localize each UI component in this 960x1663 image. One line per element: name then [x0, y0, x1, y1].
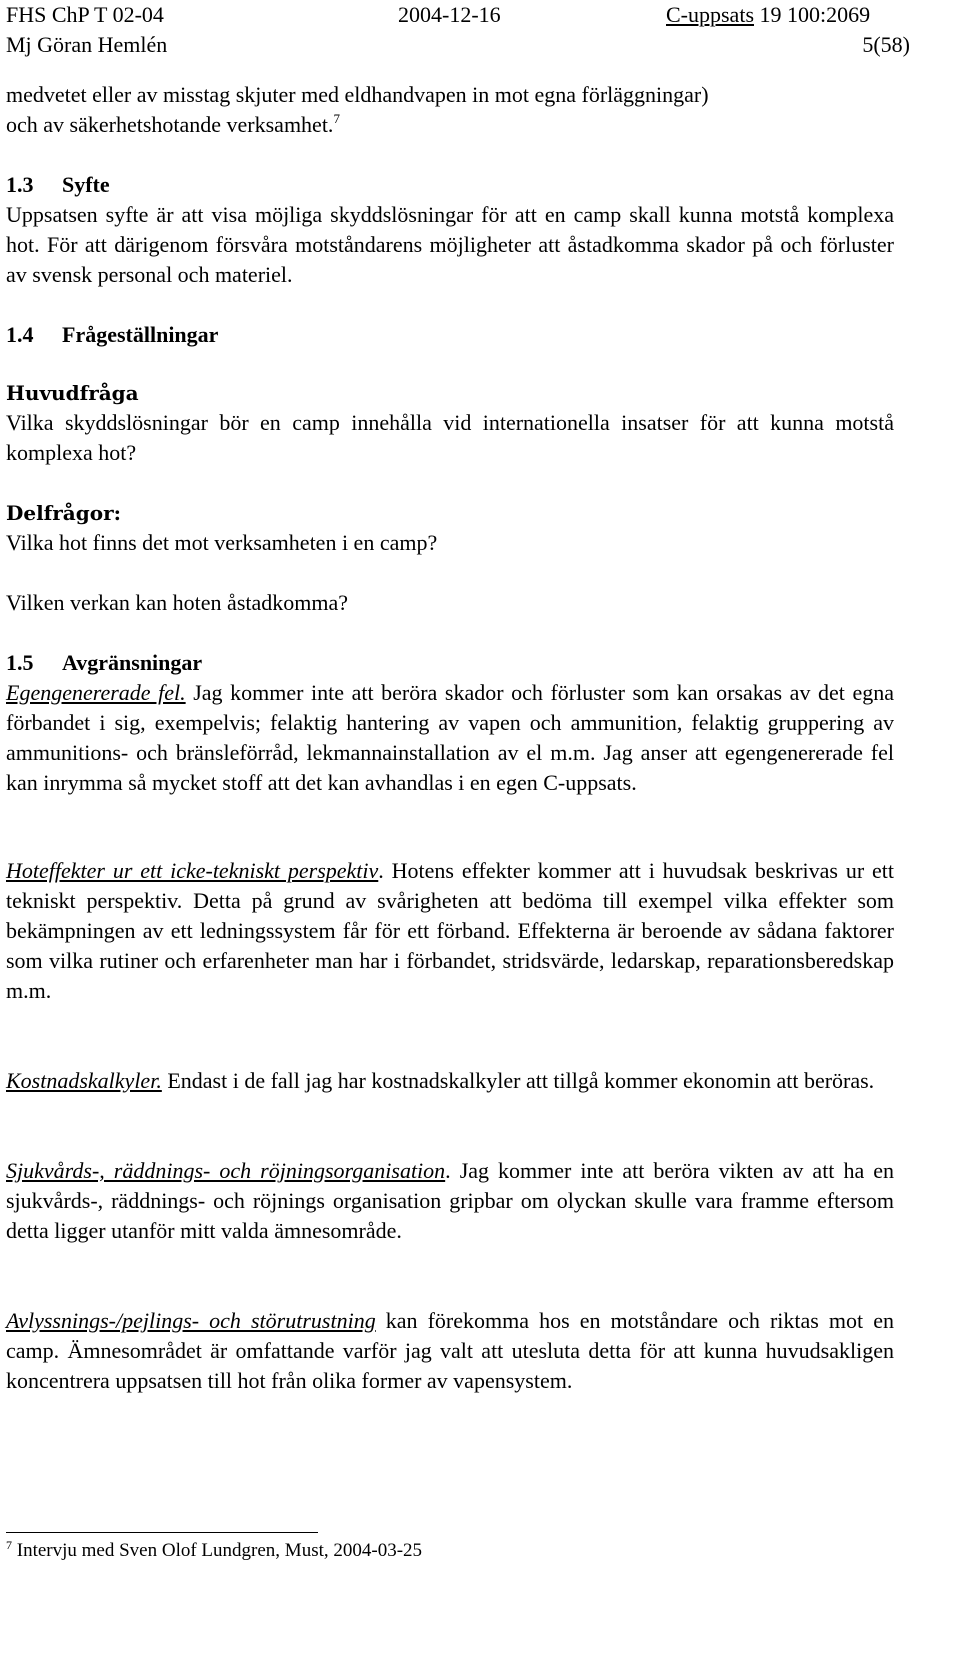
header-course-code: 19 100:2069 — [759, 2, 871, 27]
delimitation-text: . Jag kommer inte att beröra vikten av att ha en sjukvårds-, räddnings- och röjnings organisation gripbar om olyckan skulle vara framme eftersom detta ligger utanför mitt valda ämnesområde. — [6, 1158, 894, 1243]
page-header-line2 — [6, 30, 910, 60]
intro-line-2: och av säkerhetshotande verksamhet. — [6, 112, 334, 137]
header-course-label: C-uppsats — [666, 2, 754, 27]
delimitation-paragraph — [6, 1066, 894, 1096]
delfragor-heading: Delfrågor: — [6, 501, 122, 525]
footnote — [6, 1538, 422, 1564]
page-header — [6, 0, 910, 30]
header-page-number: 5(58) — [862, 32, 910, 57]
huvudfraga-text: Vilka skyddslösningar bör en camp innehålla vid internationella insatser för att kunna motstå komplexa hot? — [6, 410, 894, 465]
footnote-number: 7 — [6, 1538, 12, 1552]
section-heading-syfte — [6, 170, 110, 200]
delimitation-text: Jag kommer inte att beröra skador och förluster som kan orsakas av det egna förbandet i sig, exempelvis; felaktig hantering av vapen och ammunition, felaktig gruppering av ammunitions- och bränsleförråd, lekmannainstallation av el m.m. Jag anser att egengenererade fel kan inrymma så mycket stoff att det kan avhandlas i en egen C-uppsats. — [6, 680, 894, 795]
delfraga-1: Vilka hot finns det mot verksamheten i en camp? — [6, 530, 438, 555]
footnote-reference: 7 — [333, 111, 340, 126]
delimitation-lead: Hoteffekter ur ett icke-tekniskt perspektiv — [6, 858, 379, 883]
syfte-paragraph: Uppsatsen syfte är att visa möjliga skyddslösningar för att en camp skall kunna motstå komplexa hot. För att därigenom försvåra motståndarens möjligheter att åstadkomma skador på och förluster av svensk personal och materiel. — [6, 202, 894, 287]
header-course — [666, 0, 870, 30]
section-number: 1.3 — [6, 172, 34, 197]
header-author: Mj Göran Hemlén — [6, 32, 168, 57]
delimitation-lead: Kostnadskalkyler. — [6, 1068, 162, 1093]
section-number: 1.5 — [6, 650, 34, 675]
section-number: 1.4 — [6, 322, 34, 347]
section-title: Avgränsningar — [62, 650, 203, 675]
delimitation-text: Endast i de fall jag har kostnadskalkyler att tillgå kommer ekonomin att beröras. — [161, 1068, 875, 1093]
header-doc-id: FHS ChP T 02-04 — [6, 2, 164, 27]
delimitation-text: . Hotens effekter kommer att i huvudsak beskrivas ur ett tekniskt perspektiv. Detta på grund av svårigheten att bedöma till exempel vilka effekter som bekämpningen av ett ledningssystem får för ett förband. Effekterna är beroende av sådana faktorer som vilka rutiner och erfarenheter man har i förbandet, stridsvärde, ledarskap, reparationsberedskap m.m. — [6, 858, 894, 1003]
section-title: Syfte — [62, 172, 110, 197]
delimitation-paragraph — [6, 678, 894, 798]
header-date: 2004-12-16 — [398, 2, 501, 27]
intro-line-1: medvetet eller av misstag skjuter med eldhandvapen in mot egna förläggningar) — [6, 82, 709, 107]
huvudfraga-heading: Huvudfråga — [6, 381, 139, 405]
delimitation-lead: Avlyssnings-/pejlings- och störutrustning — [6, 1308, 376, 1333]
section-title: Frågeställningar — [62, 322, 219, 347]
footnote-rule — [6, 1532, 318, 1533]
delimitation-paragraph — [6, 856, 894, 1006]
delimitation-paragraph — [6, 1156, 894, 1246]
delimitation-lead: Egengenererade fel. — [6, 680, 186, 705]
section-heading-avgransningar — [6, 648, 202, 678]
delimitation-lead: Sjukvårds-, räddnings- och röjningsorganisation — [6, 1158, 446, 1183]
delimitation-text: kan förekomma hos en motståndare och riktas mot en camp. Ämnesområdet är omfattande varför jag valt att utesluta detta för att kunna huvudsakligen koncentrera uppsatsen till hot från olika former av vapensystem. — [6, 1308, 894, 1393]
delimitation-paragraph — [6, 1306, 894, 1396]
intro-paragraph — [6, 80, 894, 140]
delfraga-2: Vilken verkan kan hoten åstadkomma? — [6, 590, 349, 615]
section-heading-fragestallningar — [6, 320, 218, 350]
footnote-text: Intervju med Sven Olof Lundgren, Must, 2004-03-25 — [16, 1540, 423, 1561]
